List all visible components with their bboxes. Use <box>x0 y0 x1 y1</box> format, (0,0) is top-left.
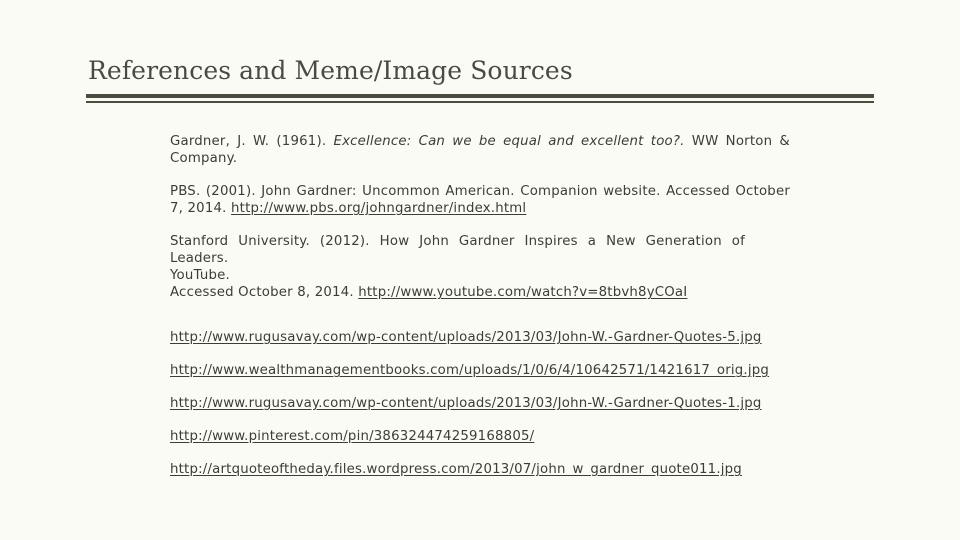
reference-link[interactable]: http://www.youtube.com/watch?v=8tbvh8yCOaI <box>358 285 688 300</box>
image-source-link[interactable]: http://www.rugusavay.com/wp-content/uploads/2013/03/John-W.-Gardner-Quotes-5.jpg <box>170 330 762 345</box>
reference-source: YouTube. <box>170 268 230 283</box>
image-source-link[interactable]: http://www.pinterest.com/pin/386324474259168805/ <box>170 429 535 444</box>
image-source-item <box>170 461 790 478</box>
reference-pbs-2001 <box>170 183 790 217</box>
reference-accessed: Accessed October 8, 2014. <box>170 285 354 300</box>
reference-author-year: Gardner, J. W. (1961). <box>170 134 327 149</box>
reference-stanford-2012 <box>170 233 790 301</box>
image-source-item <box>170 395 790 412</box>
image-source-link[interactable]: http://www.rugusavay.com/wp-content/uploads/2013/03/John-W.-Gardner-Quotes-1.jpg <box>170 396 762 411</box>
reference-book-title: Excellence: Can we be equal and excellent too?. <box>333 134 685 149</box>
reference-text: PBS. (2001). John Gardner: Uncommon American. Companion website. Accessed October 7, 2014. <box>170 184 790 216</box>
reference-list <box>170 133 790 494</box>
reference-link[interactable]: http://www.pbs.org/johngardner/index.html <box>231 201 527 216</box>
reference-text: Stanford University. (2012). How John Gardner Inspires a New Generation of Leaders. <box>170 234 745 266</box>
image-source-list <box>170 329 790 478</box>
reference-gardner-1961 <box>170 133 790 167</box>
image-source-item <box>170 428 790 445</box>
image-source-item <box>170 329 790 346</box>
image-source-link[interactable]: http://artquoteoftheday.files.wordpress.com/2013/07/john_w_gardner_quote011.jpg <box>170 462 742 477</box>
title-divider-thin <box>86 101 874 103</box>
reference-publisher: WW Norton & Company. <box>170 134 790 166</box>
image-source-link[interactable]: http://www.wealthmanagementbooks.com/uploads/1/0/6/4/10642571/1421617_orig.jpg <box>170 363 770 378</box>
image-source-item <box>170 362 790 379</box>
title-divider-thick <box>86 94 874 98</box>
slide-title: References and Meme/Image Sources <box>88 56 573 85</box>
